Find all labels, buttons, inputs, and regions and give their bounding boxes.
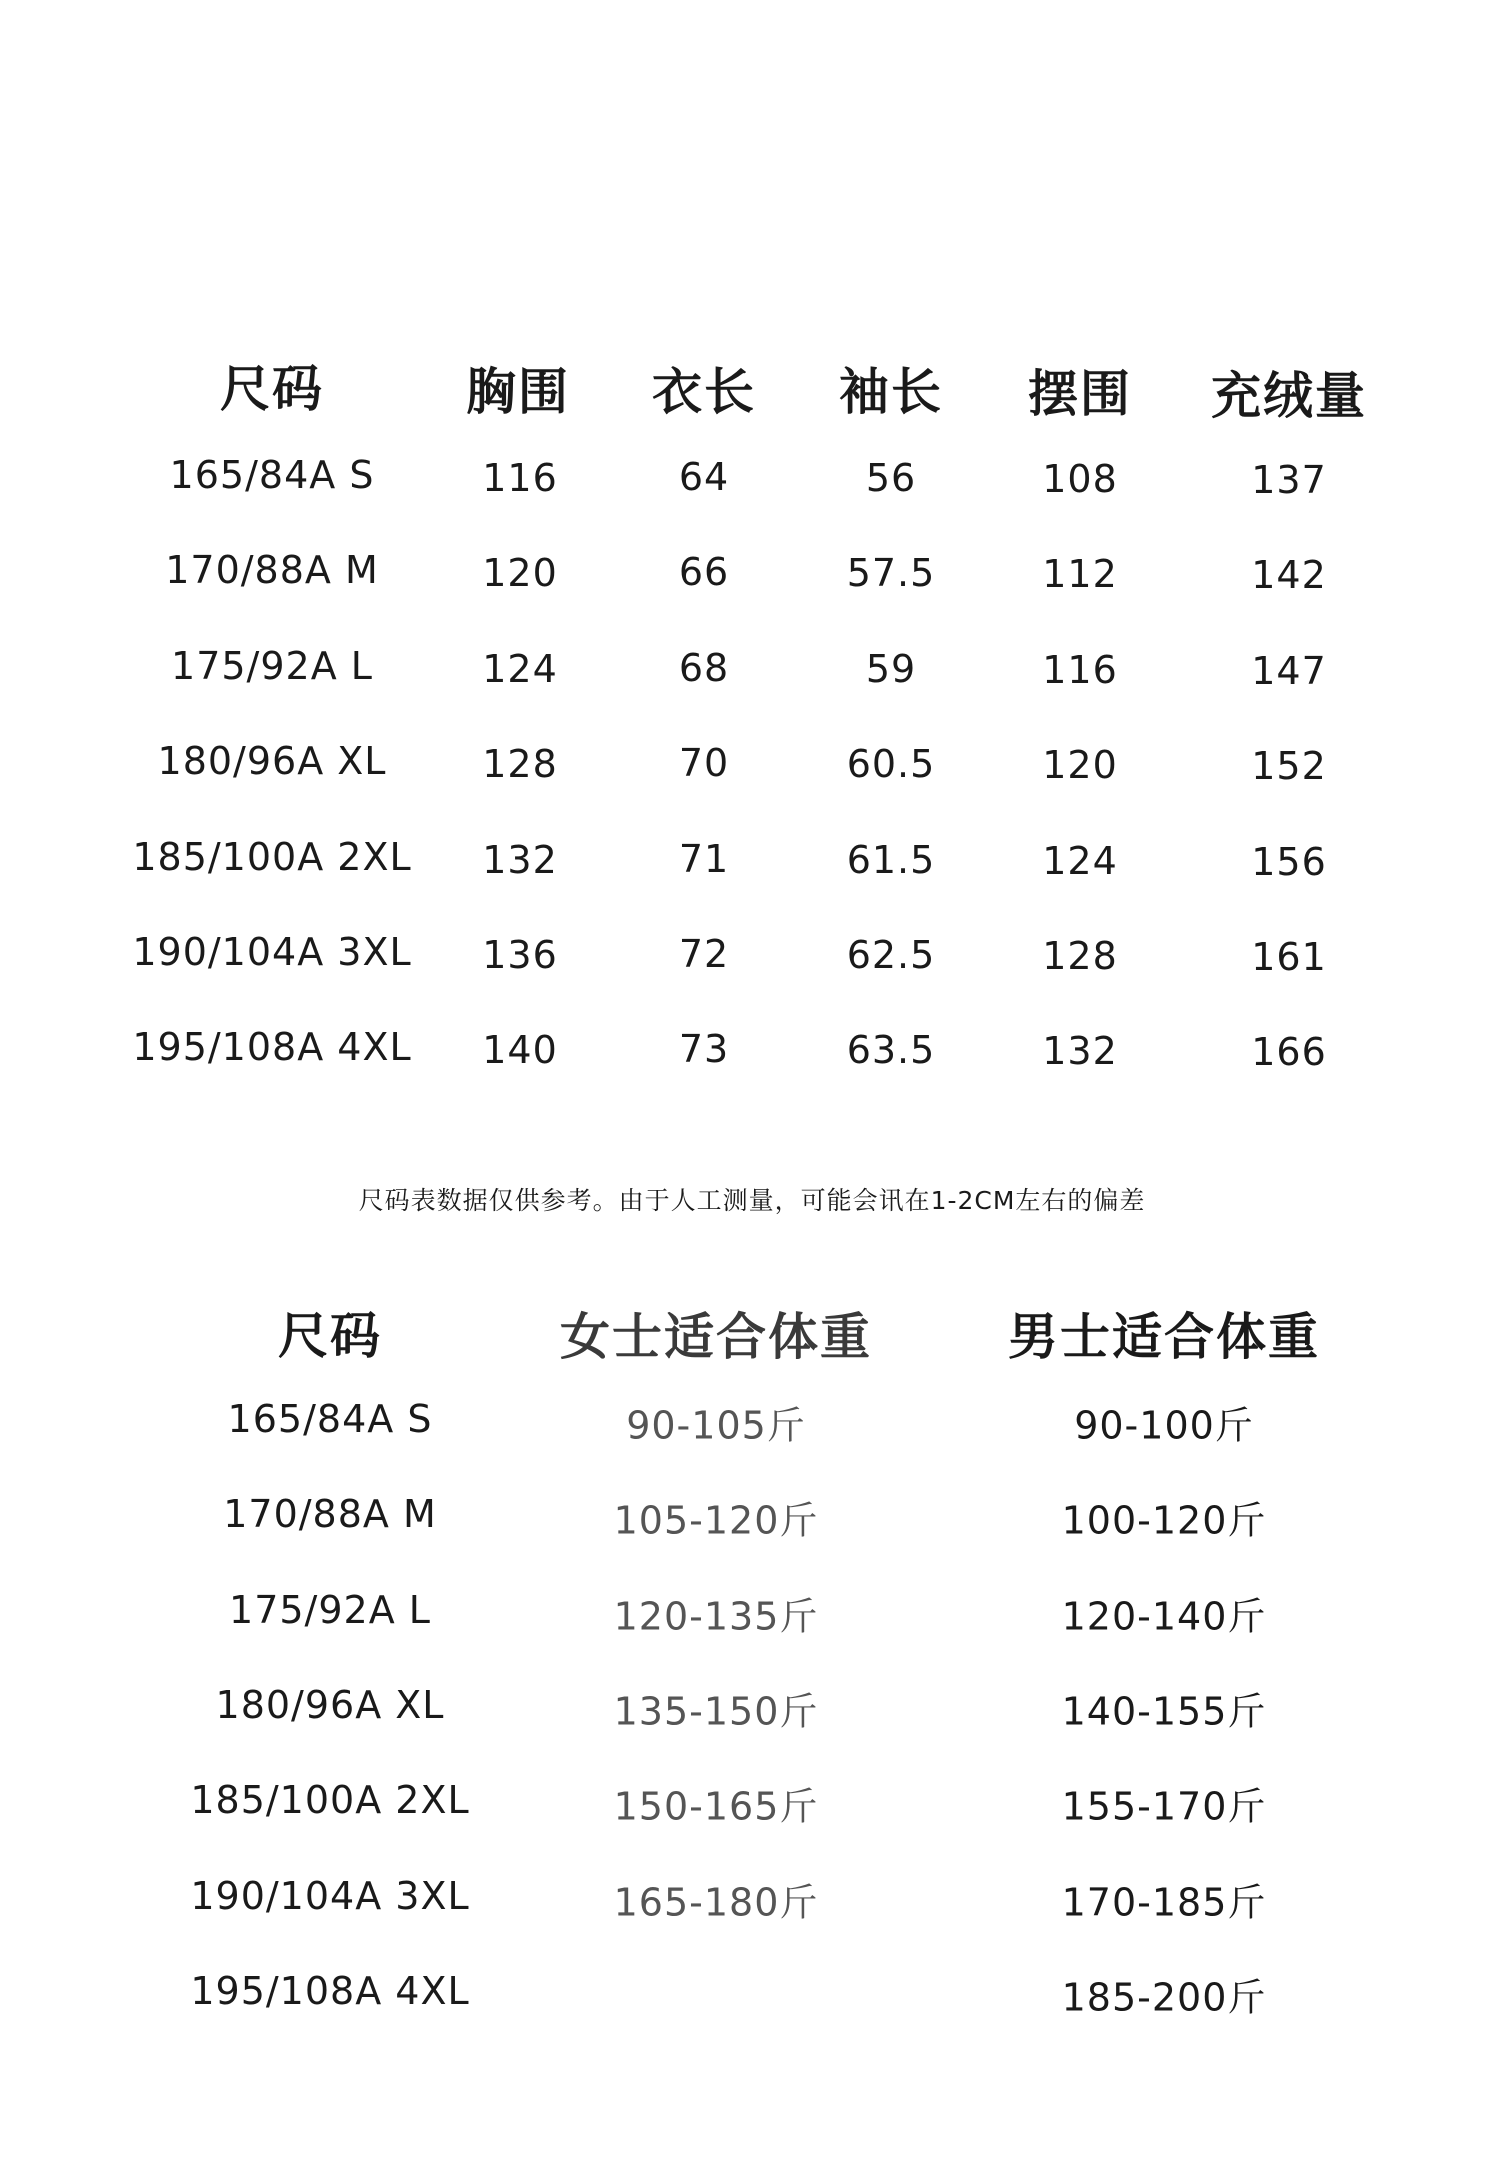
size-table-cell: 152 [1251, 744, 1327, 788]
weight-table-cell: 155-170斤 [1061, 1784, 1267, 1829]
size-table-cell: 166 [1251, 1030, 1327, 1074]
size-table-cell: 195/108A 4XL [132, 1025, 412, 1069]
size-table-cell: 62.5 [846, 933, 936, 977]
weight-table-cell: 185-200斤 [1061, 1975, 1267, 2020]
size-table-cell: 175/92A L [171, 644, 373, 688]
weight-table-cell: 120-135斤 [613, 1594, 819, 1639]
size-table-cell: 180/96A XL [157, 739, 387, 783]
size-table-cell: 128 [482, 742, 558, 786]
size-table-cell: 68 [678, 646, 730, 690]
weight-table-cell: 150-165斤 [613, 1784, 819, 1829]
weight-table-cell: 165/84A S [227, 1397, 433, 1441]
weight-table-cell: 140-155斤 [1061, 1689, 1267, 1734]
size-table-cell: 61.5 [846, 838, 936, 882]
size-table-cell: 63.5 [846, 1028, 936, 1072]
size-table-cell: 60.5 [846, 742, 936, 786]
size-table-cell: 124 [482, 647, 558, 691]
weight-table-cell: 170-185斤 [1061, 1880, 1267, 1925]
size-table-cell: 116 [1042, 648, 1118, 692]
size-table-cell: 190/104A 3XL [132, 930, 412, 974]
weight-table-cell: 105-120斤 [613, 1498, 819, 1543]
weight-table-cell: 90-105斤 [626, 1403, 806, 1448]
weight-table-cell: 170/88A M [223, 1492, 437, 1536]
size-table-cell: 112 [1042, 552, 1118, 596]
size-table-cell: 66 [678, 550, 730, 594]
weight-table-cell: 175/92A L [229, 1588, 431, 1632]
size-table-cell: 116 [482, 456, 558, 500]
weight-table-cell: 135-150斤 [613, 1689, 819, 1734]
weight-table-cell: 185/100A 2XL [190, 1778, 470, 1822]
size-table-cell: 140 [482, 1028, 558, 1072]
size-table-cell: 161 [1251, 935, 1327, 979]
size-table-cell: 132 [1042, 1029, 1118, 1073]
size-table-cell: 132 [482, 838, 558, 882]
weight-table-cell: 190/104A 3XL [190, 1874, 470, 1918]
weight-table-header-women: 女士适合体重 [560, 1308, 872, 1366]
size-table-cell: 128 [1042, 934, 1118, 978]
weight-table-header-men: 男士适合体重 [1008, 1308, 1320, 1366]
size-table-cell: 56 [865, 456, 917, 500]
weight-table-cell: 165-180斤 [613, 1880, 819, 1925]
weight-table-cell: 180/96A XL [215, 1683, 445, 1727]
size-table-cell: 72 [678, 932, 730, 976]
size-table-cell: 71 [678, 837, 730, 881]
weight-table-cell: 100-120斤 [1061, 1498, 1267, 1543]
size-table-cell: 59 [865, 647, 917, 691]
size-table-cell: 156 [1251, 840, 1327, 884]
size-table-cell: 147 [1251, 649, 1327, 693]
weight-table-header-size: 尺码 [278, 1307, 382, 1365]
size-table-cell: 73 [678, 1027, 730, 1071]
size-table-cell: 108 [1042, 457, 1118, 501]
weight-table-cell: 90-100斤 [1074, 1403, 1254, 1448]
size-table-cell: 142 [1251, 553, 1327, 597]
size-table-cell: 165/84A S [169, 453, 375, 497]
size-table-cell: 64 [678, 455, 730, 499]
size-table-cell: 124 [1042, 839, 1118, 883]
size-table-cell: 120 [482, 551, 558, 595]
size-table-cell: 57.5 [846, 551, 936, 595]
weight-table-cell: 120-140斤 [1061, 1594, 1267, 1639]
size-table-header-down-fill: 充绒量 [1211, 367, 1367, 425]
weight-table-cell: 195/108A 4XL [190, 1969, 470, 2013]
size-table-cell: 170/88A M [165, 548, 379, 592]
size-table-cell: 137 [1251, 458, 1327, 502]
measurement-note: 尺码表数据仅供参考。由于人工测量，可能会讯在1-2CM左右的偏差 [358, 1186, 1146, 1215]
size-table-cell: 120 [1042, 743, 1118, 787]
size-table-cell: 185/100A 2XL [132, 835, 412, 879]
size-table-cell: 70 [678, 741, 730, 785]
size-table-header-hem: 摆围 [1028, 365, 1132, 423]
size-table-header-size: 尺码 [220, 360, 324, 418]
size-table-header-chest: 胸围 [466, 363, 570, 421]
size-table-header-sleeve: 袖长 [839, 363, 943, 421]
size-table-cell: 136 [482, 933, 558, 977]
size-table-header-length: 衣长 [652, 363, 756, 421]
